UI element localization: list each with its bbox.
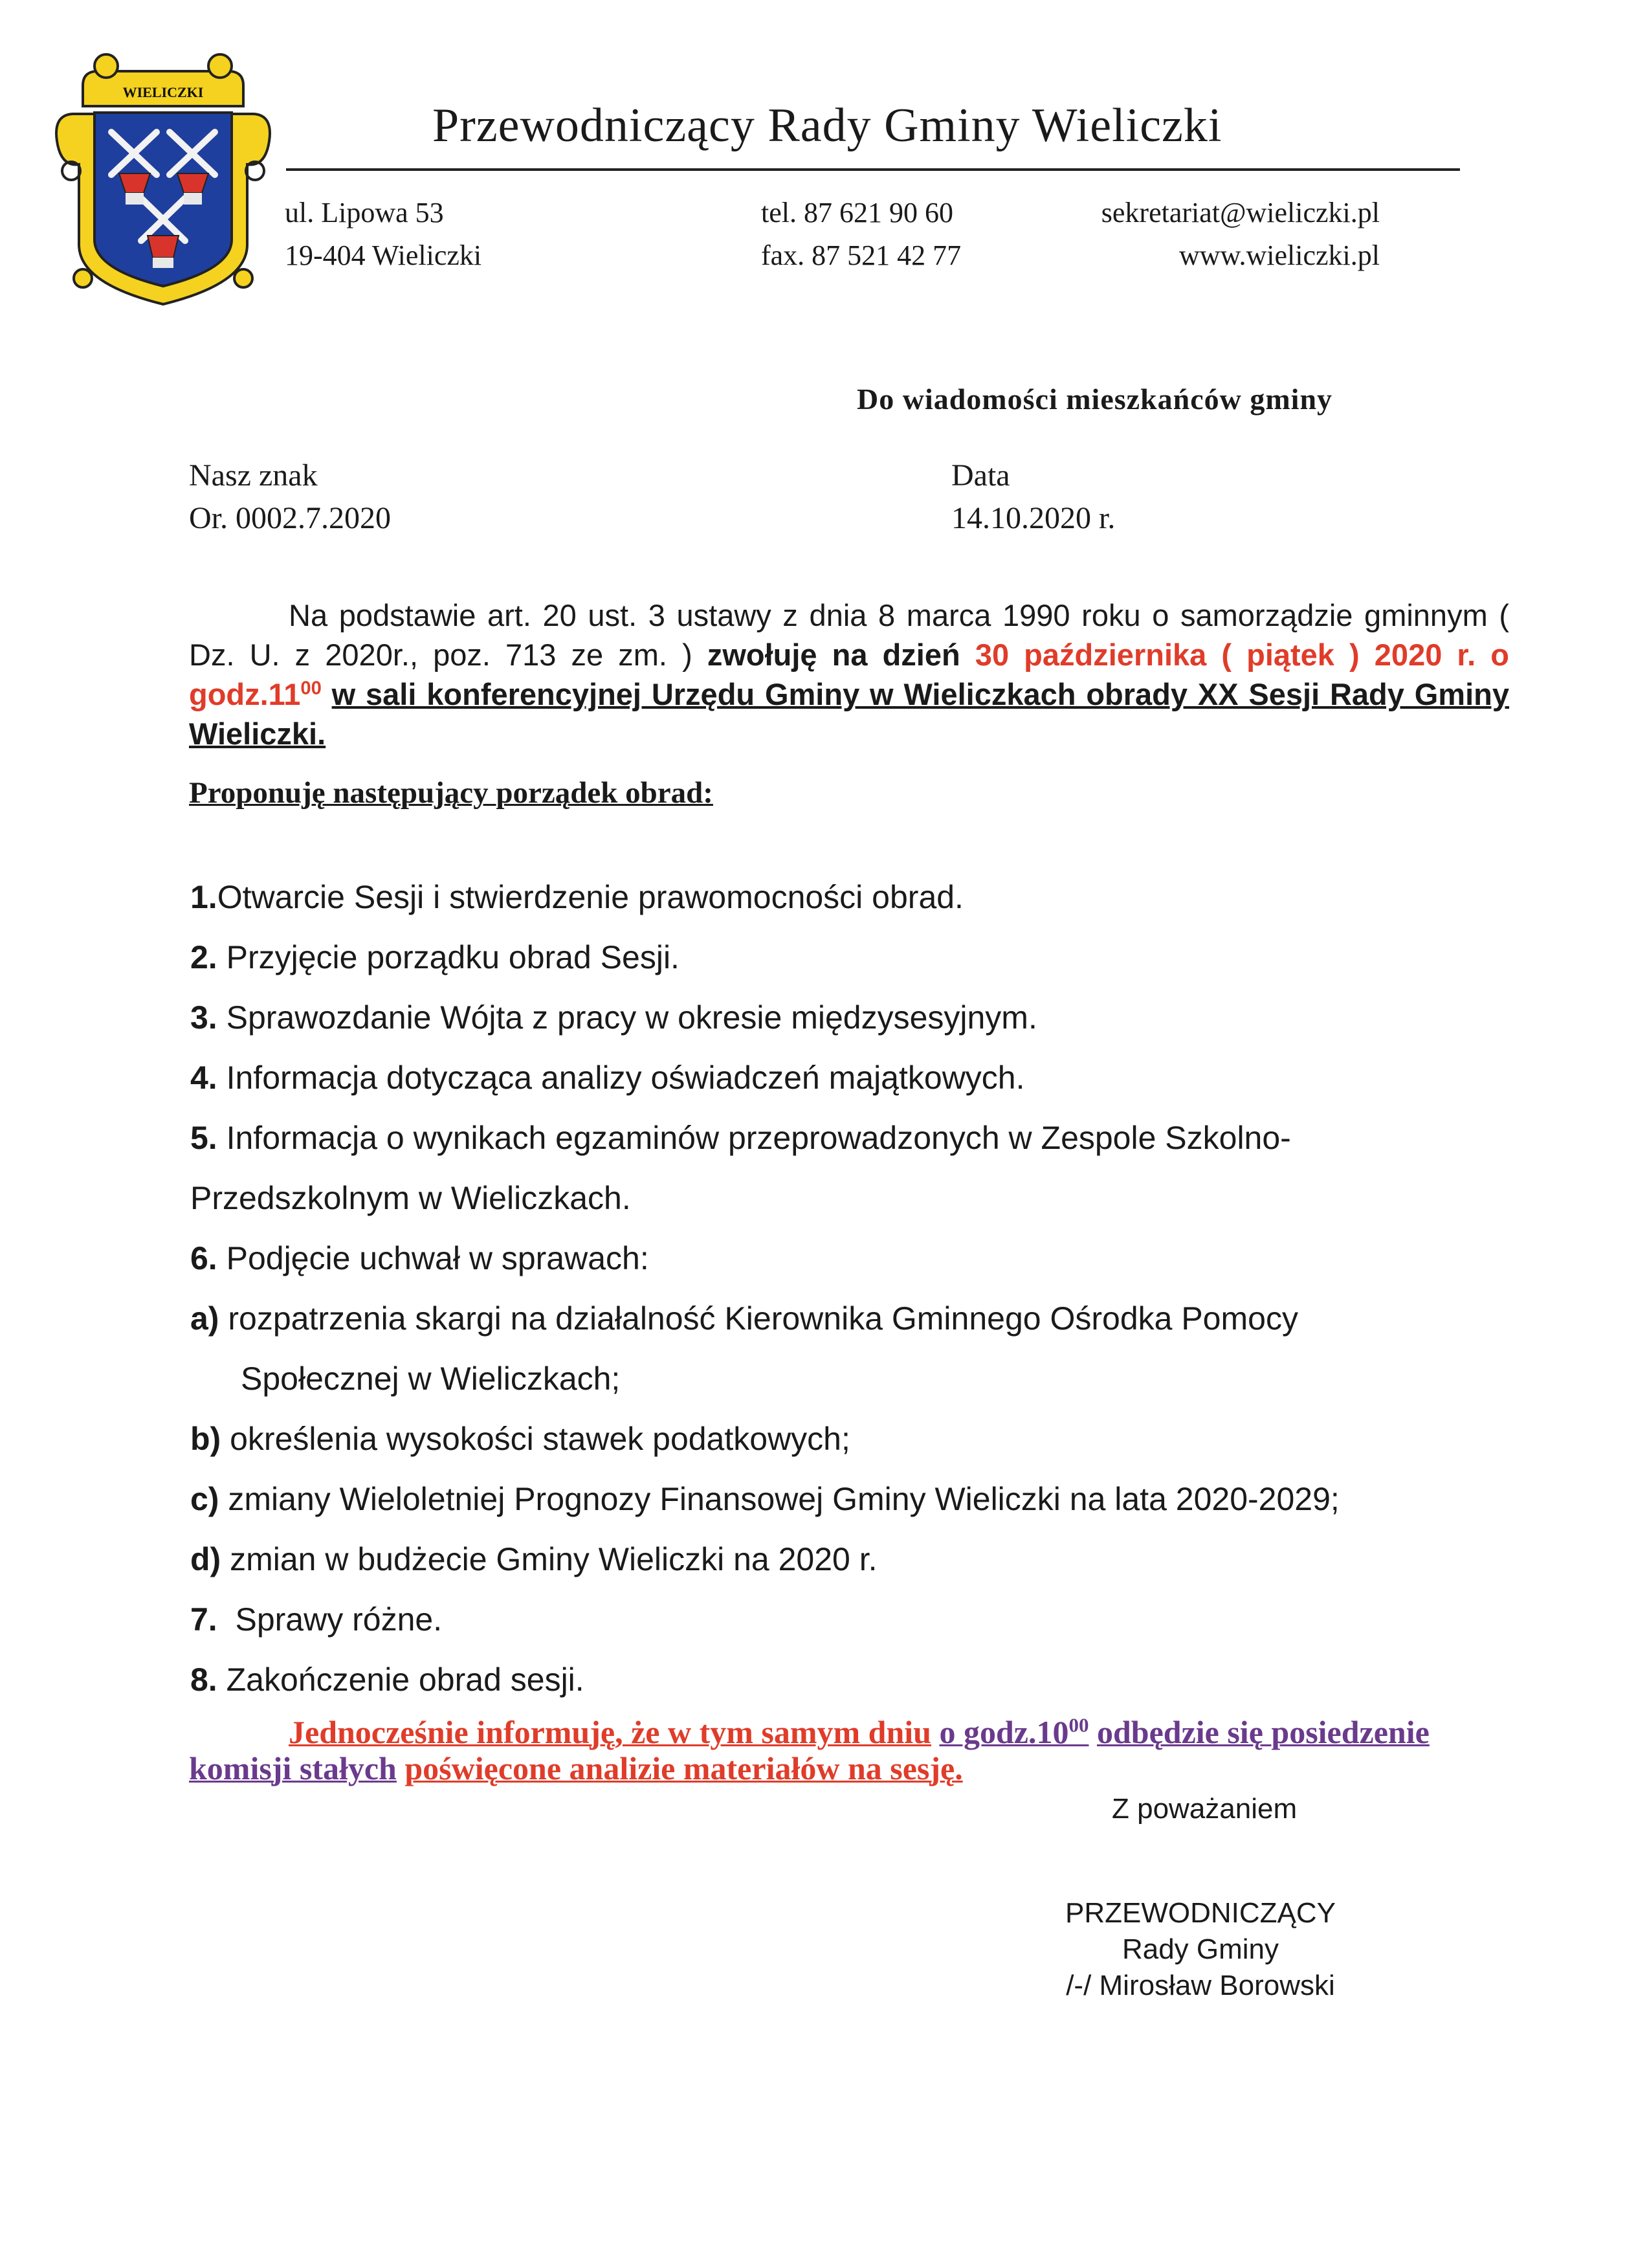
committee-purpose: poświęcone analizie materiałów na sesję. xyxy=(404,1750,963,1786)
agenda-heading: Proponuję następujący porządek obrad: xyxy=(189,776,713,810)
agenda-item: 7. Sprawy różne. xyxy=(190,1601,443,1638)
agenda-item: 5. Informacja o wynikach egzaminów przeprowadzonych w Zespole Szkolno- xyxy=(190,1120,1291,1156)
signature-name: /-/ Mirosław Borowski xyxy=(1066,1970,1335,2001)
email-address: sekretariat@wieliczki.pl xyxy=(1101,197,1380,228)
notice-heading: Do wiadomości mieszkańców gminy xyxy=(857,383,1333,416)
letter-date-label: Data xyxy=(951,458,1010,493)
committee-time-minutes: 00 xyxy=(1068,1713,1089,1737)
closing-paragraph xyxy=(189,1714,1522,1786)
agenda-subitem: a) rozpatrzenia skargi na działalność Kierownika Gminnego Ośrodka Pomocy xyxy=(190,1300,1298,1337)
agenda-subitem-continuation: Społecznej w Wieliczkach; xyxy=(241,1361,621,1397)
signature-block xyxy=(1065,1895,1336,2004)
committee-name: komisji stałych xyxy=(189,1750,397,1786)
municipal-crest-logo xyxy=(47,38,280,309)
address-block xyxy=(285,192,481,277)
our-reference xyxy=(189,454,391,540)
intro-convene: zwołuję na dzień xyxy=(707,638,960,672)
agenda-subitem: b) określenia wysokości stawek podatkowych; xyxy=(190,1421,850,1457)
agenda-item-continuation: Przedszkolnym w Wieliczkach. xyxy=(190,1180,631,1216)
session-place: w sali konferencyjnej Urzędu Gminy w Wieliczkach obrady XX Sesji Rady Gminy Wieliczki. xyxy=(189,677,1509,751)
signature-title: PRZEWODNICZĄCY xyxy=(1065,1897,1336,1929)
agenda-subitem: d) zmian w budżecie Gminy Wieliczki na 2020 r. xyxy=(190,1541,878,1577)
committee-meeting: odbędzie się posiedzenie xyxy=(1096,1714,1430,1750)
agenda-item: 6. Podjęcie uchwał w sprawach: xyxy=(190,1240,649,1276)
organization-title: Przewodniczący Rady Gminy Wieliczki xyxy=(432,99,1222,152)
committee-time: o $godz.10^{00}$ xyxy=(939,1713,1089,1750)
agenda-item: 3. Sprawozdanie Wójta z pracy w okresie międzysesyjnym. xyxy=(190,999,1037,1036)
session-date: 30 października ( piątek ) 2020 r. o $godz.11^{00}$ xyxy=(189,638,1509,711)
header-divider xyxy=(286,168,1460,171)
address-city: 19-404 Wieliczki xyxy=(285,239,482,271)
session-time-minutes: 00 xyxy=(300,678,322,699)
agenda-item: 1.Otwarcie Sesji i stwierdzenie prawomocności obrad. xyxy=(190,879,964,915)
our-reference-label: Nasz znak xyxy=(189,458,318,493)
agenda-item: 2. Przyjęcie porządku obrad Sesji. xyxy=(190,939,680,975)
closing-regards: Z poważaniem xyxy=(1112,1793,1298,1825)
crest-banner-text: WIELICZKI xyxy=(122,84,204,100)
website-address: www.wieliczki.pl xyxy=(1179,239,1380,271)
letter-date-value: 14.10.2020 r. xyxy=(951,501,1116,535)
agenda-item: 4. Informacja dotycząca analizy oświadczeń majątkowych. xyxy=(190,1060,1025,1096)
contact-block xyxy=(1067,192,1380,277)
agenda-subitem: c) zmiany Wieloletniej Prognozy Finansowej Gminy Wieliczki na lata 2020-2029; xyxy=(190,1481,1340,1517)
agenda-list xyxy=(190,867,1485,1710)
intro-legal-basis: Na podstawie art. 20 ust. 3 ustawy z dnia 8 marca 1990 roku o samorządzie gminnym ( Dz. U. z 2020r., poz. 713 ze zm. ) xyxy=(189,598,1509,672)
fax-number: fax. 87 521 42 77 xyxy=(761,239,962,271)
phone-block xyxy=(761,192,961,277)
our-reference-value: Or. 0002.7.2020 xyxy=(189,501,391,535)
letter-date xyxy=(951,454,1115,540)
signature-body: Rady Gminy xyxy=(1122,1933,1279,1965)
closing-info: Jednocześnie informuję, że w tym samym dniu xyxy=(289,1714,931,1750)
agenda-item: 8. Zakończenie obrad sesji. xyxy=(190,1662,584,1698)
phone-number: tel. 87 621 90 60 xyxy=(761,197,953,228)
address-street: ul. Lipowa 53 xyxy=(285,197,444,228)
intro-paragraph xyxy=(189,595,1509,753)
